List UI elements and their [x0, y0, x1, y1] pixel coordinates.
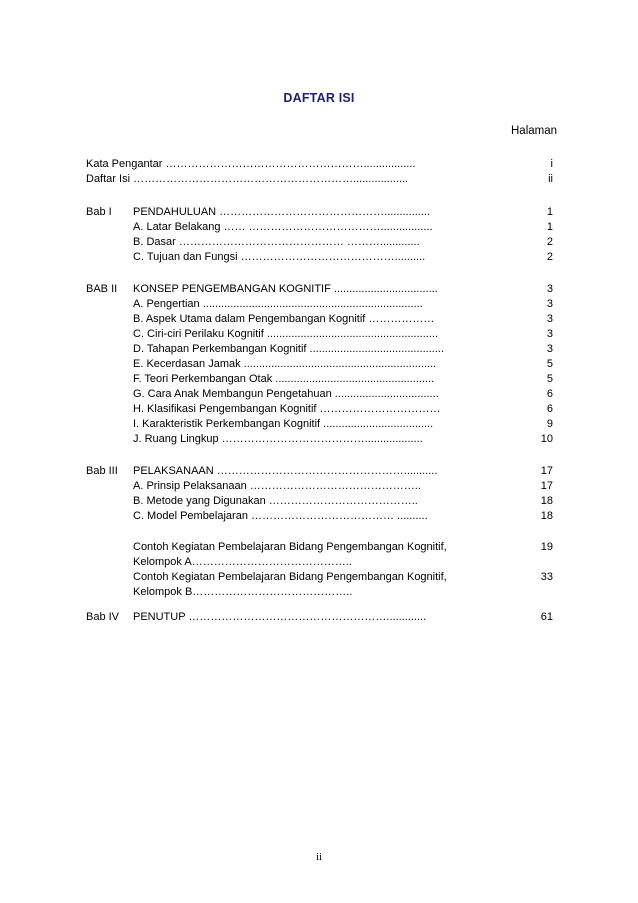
toc-entry-text: F. Teori Perkembangan Otak .................................................... — [133, 373, 435, 385]
toc-page-number: 3 — [546, 298, 553, 310]
toc-entry-text: PENDAHULUAN ………………………………………............... — [133, 206, 431, 218]
toc-chapter-code: Bab III — [86, 465, 118, 477]
toc-entry-text: B. Aspek Utama dalam Pengembangan Kognitif ……………… — [133, 313, 435, 325]
toc-page-number: 33 — [540, 571, 553, 583]
toc-page-number: 9 — [546, 418, 553, 430]
toc-entry-text: G. Cara Anak Membangun Pengetahuan .................................. — [133, 388, 439, 400]
toc-page-number: 18 — [540, 495, 553, 507]
toc-entry-text: PELAKSANAAN ……………………………………………........... — [133, 465, 438, 477]
toc-row — [0, 494, 638, 509]
toc-entry-text: Contoh Kegiatan Pembelajaran Bidang Pengembangan Kognitif, — [133, 571, 447, 583]
toc-entry-text: H. Klasifikasi Pengembangan Kognitif …………………………… — [133, 403, 441, 415]
toc-entry-text: Kelompok A…………………………………….. — [133, 556, 352, 568]
toc-chapter-code: Bab I — [86, 206, 112, 218]
toc-row — [0, 172, 638, 187]
toc-entry-text: PENUTUP ………………………………………………............. — [133, 611, 427, 623]
toc-page-number: 1 — [546, 221, 553, 233]
toc-entry-text: A. Prinsip Pelaksanaan ……………………………………….. — [133, 480, 421, 492]
toc-entry-text: I. Karakteristik Perkembangan Kognitif .................................... — [133, 418, 434, 430]
toc-entry-text: A. Pengertian ........................................................................ — [133, 298, 423, 310]
toc-entry-text: KONSEP PENGEMBANGAN KOGNITIF .................................. — [133, 283, 438, 295]
toc-page-number: 3 — [546, 343, 553, 355]
toc-row — [0, 570, 638, 585]
page-column-label: Halaman — [511, 125, 558, 137]
toc-row — [0, 585, 638, 600]
toc-row — [0, 342, 638, 357]
toc-entry-text: J. Ruang Lingkup …………………………………................... — [133, 433, 423, 445]
toc-page-number: 2 — [546, 251, 553, 263]
toc-page-number: 18 — [540, 510, 553, 522]
toc-entry-text: E. Kecerdasan Jamak ............................................................... — [133, 358, 437, 370]
toc-row — [0, 297, 638, 312]
toc-page-number: 5 — [546, 373, 553, 385]
toc-page-number: 19 — [540, 541, 553, 553]
toc-page-number: 10 — [540, 433, 553, 445]
toc-entry-text: B. Metode yang Digunakan ………………………………….. — [133, 495, 418, 507]
toc-entry-text: C. Ciri-ciri Perilaku Kognitif ........................................................ — [133, 328, 439, 340]
toc-row — [0, 402, 638, 417]
toc-row — [0, 417, 638, 432]
toc-page-number: 17 — [540, 465, 553, 477]
toc-row — [0, 282, 638, 297]
toc-row — [0, 357, 638, 372]
toc-page-number: 3 — [546, 283, 553, 295]
toc-row — [0, 479, 638, 494]
toc-entry-text: A. Latar Belakang …… ………………………………................. — [133, 221, 433, 233]
toc-entry-text: Daftar Isi …………………………………………………….................. — [86, 173, 409, 185]
toc-row — [0, 540, 638, 555]
toc-entry-text: D. Tahapan Perkembangan Kognitif ............................................ — [133, 343, 444, 355]
toc-row — [0, 205, 638, 220]
toc-page-number: i — [550, 158, 553, 170]
toc-page-number: 3 — [546, 313, 553, 325]
toc-page-number: 6 — [546, 388, 553, 400]
toc-entry-text: C. Model Pembelajaran ………………………………… .......... — [133, 510, 428, 522]
toc-row — [0, 387, 638, 402]
toc-row — [0, 235, 638, 250]
toc-entry-text: Kelompok B…………………………………….. — [133, 586, 353, 598]
toc-chapter-code: Bab IV — [86, 611, 120, 623]
page-footer-number: ii — [315, 851, 323, 863]
toc-row — [0, 157, 638, 172]
toc-row — [0, 220, 638, 235]
toc-row — [0, 555, 638, 570]
toc-page-number: 1 — [546, 206, 553, 218]
toc-page-number: ii — [548, 173, 553, 185]
toc-page-number: 3 — [546, 328, 553, 340]
toc-row — [0, 464, 638, 479]
toc-page-number: 17 — [540, 480, 553, 492]
toc-page-number: 2 — [546, 236, 553, 248]
toc-row — [0, 432, 638, 447]
toc-entry-text: Kata Pengantar ………………………………………………................. — [86, 158, 416, 170]
toc-row — [0, 250, 638, 265]
toc-row — [0, 312, 638, 327]
toc-page-number: 6 — [546, 403, 553, 415]
toc-entry-text: Contoh Kegiatan Pembelajaran Bidang Pengembangan Kognitif, — [133, 541, 447, 553]
toc-entry-text: C. Tujuan dan Fungsi …………………………………….......... — [133, 251, 426, 263]
toc-row — [0, 372, 638, 387]
toc-chapter-code: BAB II — [86, 283, 118, 295]
toc-entry-text: B. Dasar ……………………………………… ………............. — [133, 236, 420, 248]
page-title: DAFTAR ISI — [283, 91, 355, 105]
toc-row — [0, 509, 638, 524]
toc-row — [0, 610, 638, 625]
toc-row — [0, 327, 638, 342]
toc-page-number: 5 — [546, 358, 553, 370]
toc-page-number: 61 — [540, 611, 553, 623]
